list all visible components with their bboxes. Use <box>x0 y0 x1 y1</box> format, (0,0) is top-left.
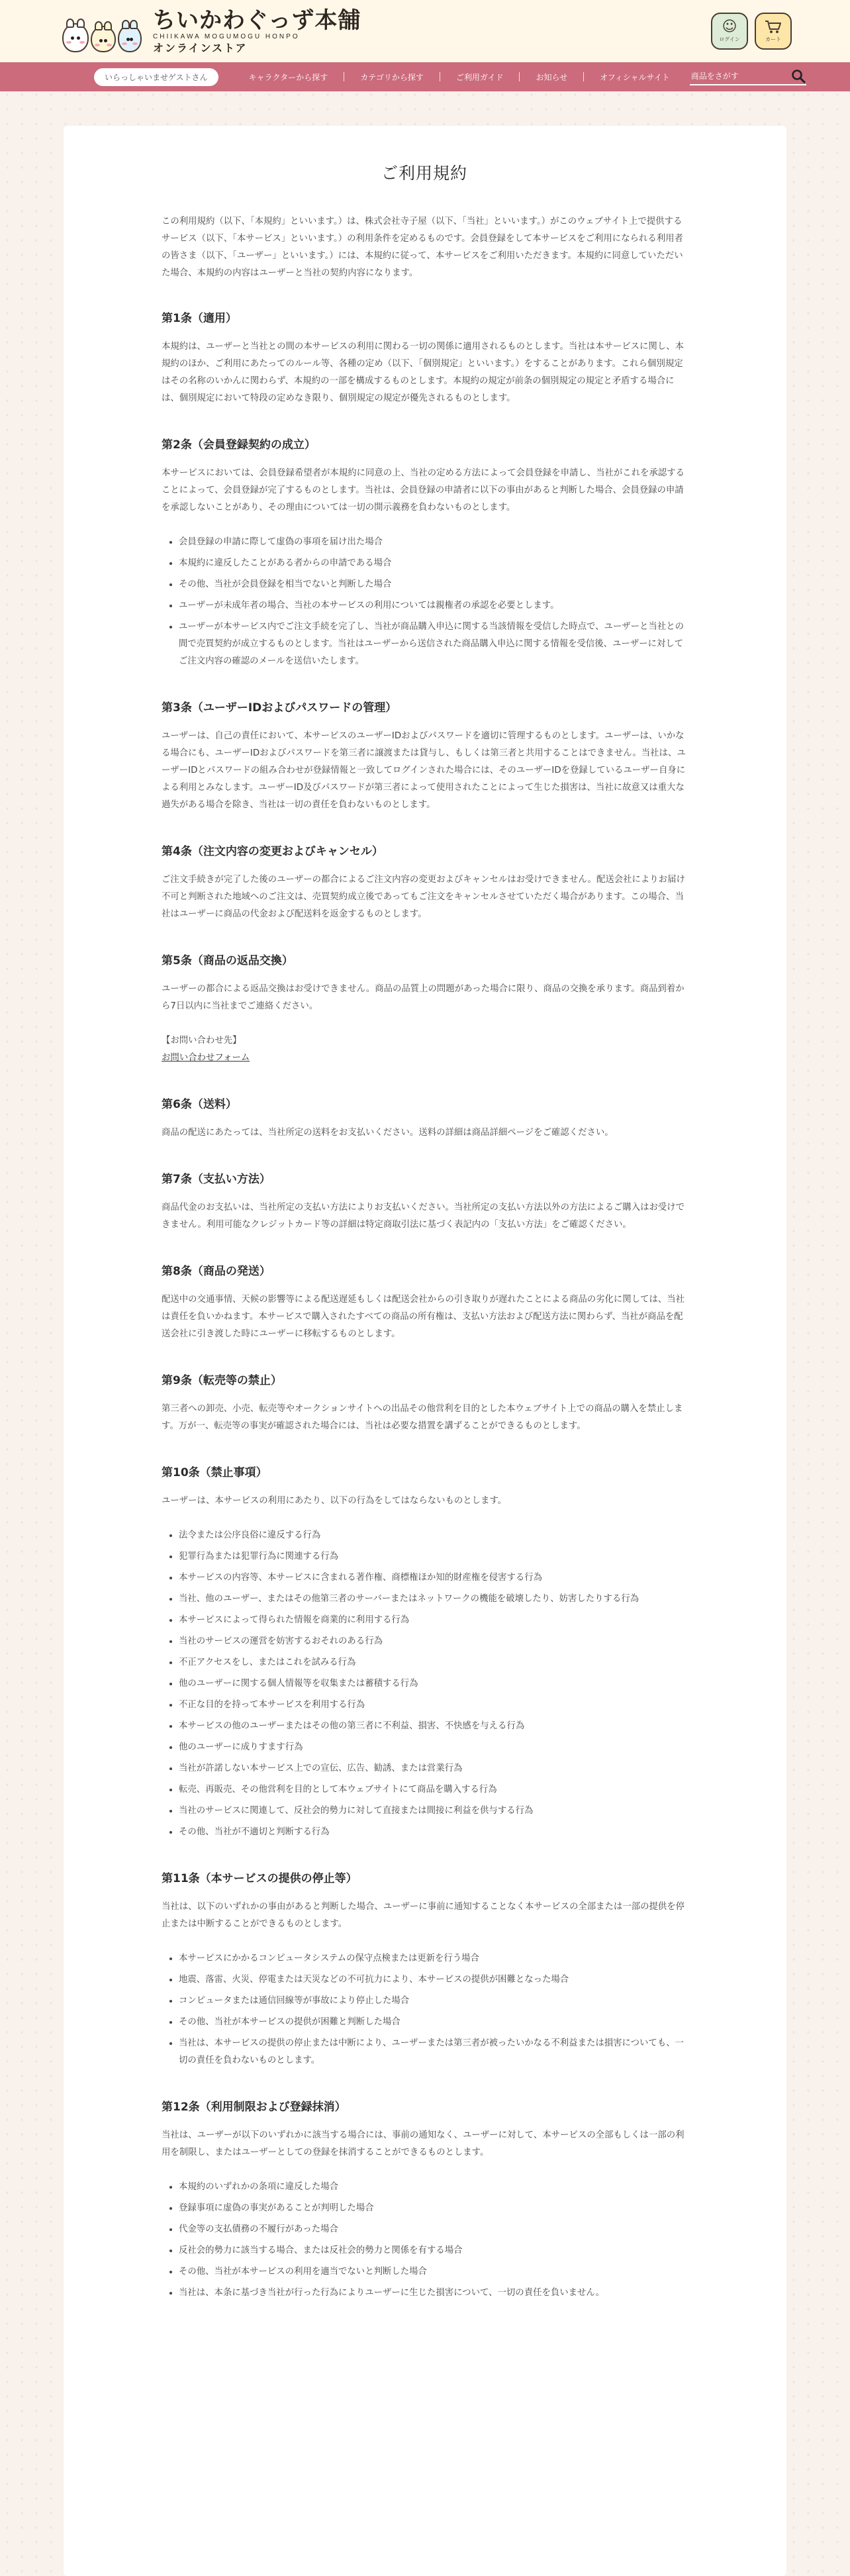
list-item: • 当社が許諾しない本サービス上での宣伝、広告、勧誘、または営業行為 <box>179 1760 687 1777</box>
list-item: • 当社のサービスの運営を妨害するおそれのある行為 <box>179 1633 687 1650</box>
list-item: • 本サービスの内容等、本サービスに含まれる著作権、商標権ほか知的財産権を侵害する行為 <box>179 1569 687 1587</box>
login-button[interactable] <box>711 13 748 50</box>
list-item: • 代金等の支払債務の不履行があった場合 <box>179 2221 687 2238</box>
article-heading: 第2条（会員登録契約の成立） <box>162 438 316 452</box>
article-11 <box>162 1869 687 2069</box>
article-list <box>162 1527 687 1841</box>
list-item: • 転売、再販売、その他営利を目的として本ウェブサイトにて商品を購入する行為 <box>179 1781 687 1799</box>
list-item: • 不正アクセスをし、またはこれを試みる行為 <box>179 1654 687 1671</box>
article-list <box>162 1950 687 2069</box>
article-heading: 第6条（送料） <box>162 1098 237 1111</box>
article-2 <box>162 435 687 670</box>
list-item: • 本サービスの他のユーザーまたはその他の第三者に不利益、損害、不快感を与える行為 <box>179 1718 687 1735</box>
list-item: • その他、当社が本サービスの利用を適当でないと判断した場合 <box>179 2263 687 2281</box>
article-heading: 第10条（禁止事項） <box>162 1466 267 1479</box>
logo-store-label: オンラインストア <box>153 41 248 54</box>
article-heading: 第4条（注文内容の変更およびキャンセル） <box>162 845 383 858</box>
nav-link-news[interactable]: お知らせ <box>536 72 568 82</box>
article-body: 本サービスにおいては、会員登録希望者が本規約に同意の上、当社の定める方法によって会員登録を申請し、当社がこれを承認することによって、会員登録が完了するものとします。当社は、会員登録の申請者に以下の事由があると判断した場合、会員登録の申請を承認しないことがあり、その理由については一切の開示義務を負わないものとします。 <box>162 468 685 513</box>
list-item: • 犯罪行為または犯罪行為に関連する行為 <box>179 1548 687 1565</box>
article-10 <box>162 1463 687 1841</box>
article-9 <box>162 1371 687 1435</box>
list-item: • 当社、他のユーザー、またはその他第三者のサーバーまたはネットワークの機能を破壊したり、妨害したりする行為 <box>179 1591 687 1608</box>
user-icon: ☺ <box>722 18 737 35</box>
article-body: 第三者への卸売、小売、転売等やオークションサイトへの出品その他営利を目的とした本ウェブサイト上での商品の購入を禁止します。万が一、転売等の事実が確認された場合には、当社は必要な措置を講ずることができるものとします。 <box>162 1404 683 1431</box>
article-list <box>162 534 687 670</box>
article-heading: 第3条（ユーザーIDおよびパスワードの管理） <box>162 701 397 715</box>
article-body: 商品代金のお支払いは、当社所定の支払い方法によりお支払いください。当社所定の支払い方法以外の方法によるご購入はお受けできません。利用可能なクレジットカード等の詳細は特定商取引法に基づく表記内の「支払い方法」をご確認ください。 <box>162 1203 685 1230</box>
terms-intro: この利用規約（以下、「本規約」といいます。）は、株式会社寺子屋（以下、「当社」といいます。）がこのウェブサイト上で提供するサービス（以下、「本サービス」といいます。）の利用条件を定めるものです。会員登録をして本サービスをご利用になられる利用者の皆さま（以下、「ユーザー」といいます。）には、本規約に従って、本サービスをご利用いただきます。本規約に同意していただいた場合、本規約の内容はユーザーと当社の契約内容になります。 <box>162 217 683 278</box>
terms-card <box>64 126 786 2576</box>
search-icon[interactable] <box>790 68 806 84</box>
article-heading: 第8条（商品の発送） <box>162 1265 271 1278</box>
article-heading: 第1条（適用） <box>162 312 237 325</box>
mascot-illustration <box>62 10 144 52</box>
search-input[interactable] <box>690 72 790 81</box>
list-item: • その他、当社が本サービスの提供が困難と判断した場合 <box>179 2014 687 2031</box>
list-item: • 他のユーザーに関する個人情報等を収集または蓄積する行為 <box>179 1675 687 1693</box>
list-item: • 本規約に違反したことがある者からの申請である場合 <box>179 555 687 572</box>
contact-heading: 【お問い合わせ先】 <box>162 1036 242 1046</box>
nav-link-character[interactable]: キャラクターから探す <box>248 72 328 82</box>
list-item: • 当社は、本条に基づき当社が行った行為によりユーザーに生じた損害について、一切の責任を負いません。 <box>179 2285 687 2302</box>
article-body: 商品の配送にあたっては、当社所定の送料をお支払いください。送料の詳細は商品詳細ページをご確認ください。 <box>162 1128 614 1138</box>
site-header <box>0 0 850 62</box>
list-item: • ユーザーが未成年者の場合、当社の本サービスの利用については親権者の承認を必要とします。 <box>179 597 687 615</box>
cart-button[interactable] <box>755 13 792 50</box>
list-item: • 本サービスによって得られた情報を商業的に利用する行為 <box>179 1612 687 1629</box>
list-item: • 会員登録の申請に際して虚偽の事項を届け出た場合 <box>179 534 687 551</box>
list-item: • 不正な目的を持って本サービスを利用する行為 <box>179 1697 687 1714</box>
article-6 <box>162 1095 687 1142</box>
article-body: 本規約は、ユーザーと当社との間の本サービスの利用に関わる一切の関係に適用されるものとします。当社は本サービスに関し、本規約のほか、ご利用にあたってのルール等、各種の定め（以下、「個別規定」といいます。）をすることがあります。これら個別規定はその名称のいかんに関わらず、本規約の一部を構成するものとします。本規約の規定が前条の個別規定の規定と矛盾する場合には、個別規定において特段の定めなき限り、個別規定の規定が優先されるものとします。 <box>162 342 684 403</box>
list-item: • 当社のサービスに関連して、反社会的勢力に対して直接または間接に利益を供与する行為 <box>179 1803 687 1820</box>
logo[interactable] <box>62 9 361 54</box>
cart-label: カート <box>765 36 781 42</box>
nav-link-category[interactable]: カテゴリから探す <box>360 72 424 82</box>
contact-form-link[interactable]: お問い合わせフォーム <box>162 1053 250 1063</box>
logo-subtitle: CHIIKAWA MOGUMOGU HONPO <box>153 32 300 40</box>
article-body: ご注文手続きが完了した後のユーザーの都合によるご注文内容の変更およびキャンセルはお受けできません。配送会社によりお届け不可と判断された地域へのご注文は、売買契約成立後であってもご注文をキャンセルさせていただく場合があります。この場合、当社はユーザーに商品の代金および配送料を返金するものとします。 <box>162 875 685 919</box>
article-7 <box>162 1169 687 1234</box>
article-12 <box>162 2097 687 2302</box>
article-heading: 第5条（商品の返品交換） <box>162 954 293 967</box>
article-body: ユーザーは、本サービスの利用にあたり、以下の行為をしてはならないものとします。 <box>162 1496 507 1506</box>
nav-link-official-site[interactable]: オフィシャルサイト <box>600 72 670 82</box>
list-item: • 法令または公序良俗に違反する行為 <box>179 1527 687 1544</box>
article-3 <box>162 698 687 814</box>
article-body: 配送中の交通事情、天候の影響等による配送遅延もしくは配送会社からの引き取りが遅れたことによる商品の劣化に関しては、当社は責任を負いかねます。本サービスで購入されたすべての商品の所有権は、支払い方法および配送方法に関わらず、当社が商品を配送会社に引き渡した時にユーザーに移転するものとします。 <box>162 1295 685 1339</box>
page-title: ご利用規約 <box>381 164 467 183</box>
article-8 <box>162 1262 687 1343</box>
logo-title: ちいかわぐっず本舗 <box>153 7 361 34</box>
article-body: 当社は、ユーザーが以下のいずれかに該当する場合には、事前の通知なく、ユーザーに対して、本サービスの全部もしくは一部の利用を制限し、またはユーザーとしての登録を抹消することができるものとします。 <box>162 2130 685 2157</box>
list-item: • コンピュータまたは通信回線等が事故により停止した場合 <box>179 1993 687 2010</box>
article-1 <box>162 309 687 407</box>
article-heading: 第7条（支払い方法） <box>162 1173 271 1186</box>
list-item: • 本サービスにかかるコンピュータシステムの保守点検または更新を行う場合 <box>179 1950 687 1967</box>
list-item: • 他のユーザーに成りすます行為 <box>179 1739 687 1756</box>
global-nav <box>0 62 850 91</box>
list-item: • 反社会的勢力に該当する場合、または反社会的勢力と関係を有する場合 <box>179 2242 687 2259</box>
article-list <box>162 2179 687 2302</box>
article-body: ユーザーは、自己の責任において、本サービスのユーザーIDおよびパスワードを適切に管理するものとします。ユーザーは、いかなる場合にも、ユーザーIDおよびパスワードを第三者に譲渡または貸与し、もしくは第三者と共用することはできません。当社は、ユーザーIDとパスワードの組み合わせが登録情報と一致してログインされた場合には、そのユーザーIDを登録しているユーザー自身による利用とみなします。ユーザーID及びパスワードが第三者によって使用されたことによって生じた損害は、当社に故意又は重大な過失がある場合を除き、当社は一切の責任を負わないものとします。 <box>162 731 686 810</box>
list-item: • 本規約のいずれかの条項に違反した場合 <box>179 2179 687 2196</box>
article-heading: 第9条（転売等の禁止） <box>162 1374 282 1387</box>
list-item: • 登録事項に虚偽の事実があることが判明した場合 <box>179 2200 687 2217</box>
article-heading: 第11条（本サービスの提供の停止等） <box>162 1872 357 1885</box>
nav-link-guide[interactable]: ご利用ガイド <box>455 72 504 82</box>
list-item: • ユーザーが本サービス内でご注文手続を完了し、当社が商品購入申込に関する当該情報を受信した時点で、ユーザーと当社との間で売買契約が成立するものとします。当社はユーザーから送信された商品購入申込に関する情報を受信後、ユーザーに対してご注文内容の確認のメールを送信いたします。 <box>179 619 687 670</box>
search-box <box>690 68 806 85</box>
guest-greeting: いらっしゃいませゲストさん <box>94 68 218 86</box>
list-item: • その他、当社が不適切と判断する行為 <box>179 1824 687 1841</box>
list-item: • 地震、落雷、火災、停電または天災などの不可抗力により、本サービスの提供が困難となった場合 <box>179 1971 687 1989</box>
article-5 <box>162 951 687 1067</box>
list-item: • 当社は、本サービスの提供の停止または中断により、ユーザーまたは第三者が被ったいかなる不利益または損害についても、一切の責任を負わないものとします。 <box>179 2035 687 2069</box>
list-item: • その他、当社が会員登録を相当でないと判断した場合 <box>179 576 687 593</box>
login-label: ログイン <box>719 36 740 42</box>
article-4 <box>162 842 687 923</box>
article-heading: 第12条（利用制限および登録抹消） <box>162 2101 346 2114</box>
cart-icon <box>765 20 782 34</box>
article-body: ユーザーの都合による返品交換はお受けできません。商品の品質上の問題があった場合に限り、商品の交換を承ります。商品到着から7日以内に当社までご連絡ください。 <box>162 984 685 1011</box>
article-body: 当社は、以下のいずれかの事由があると判断した場合、ユーザーに事前に通知することなく本サービスの全部または一部の提供を停止または中断することができるものとします。 <box>162 1902 685 1929</box>
